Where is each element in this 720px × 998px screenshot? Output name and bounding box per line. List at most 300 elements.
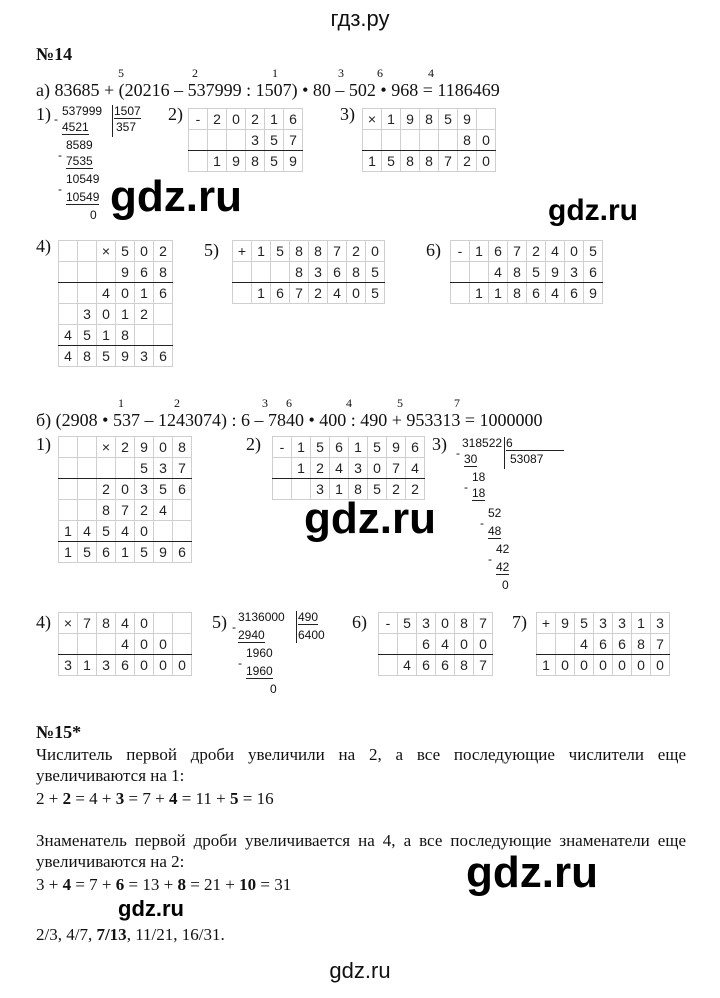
grid-cell: 5 <box>271 241 290 262</box>
grid-cell: 3 <box>59 655 78 676</box>
grid-cell: 5 <box>366 262 385 283</box>
grid-cell: 4 <box>436 634 455 655</box>
grid-cell: 1 <box>116 304 135 325</box>
grid-cell: 0 <box>368 458 387 479</box>
grid-cell: 7 <box>78 613 97 634</box>
grid-cell: 7 <box>328 241 347 262</box>
order-number: 2 <box>192 66 198 80</box>
grid-cell: 1 <box>382 109 401 130</box>
grid-cell: 6 <box>173 542 192 563</box>
grid-cell: 5 <box>382 151 401 172</box>
grid-row <box>537 634 670 655</box>
grid-cell <box>97 634 116 655</box>
grid-cell: 3 <box>154 458 173 479</box>
grid-row <box>233 283 385 304</box>
grid-cell: 5 <box>527 262 546 283</box>
grid-cell: 3 <box>135 346 154 367</box>
grid-cell: 6 <box>284 109 303 130</box>
grid-row <box>233 241 385 262</box>
grid-row <box>451 283 603 304</box>
grid-cell: 0 <box>227 109 246 130</box>
grid-cell: 6 <box>489 241 508 262</box>
grid-cell: 9 <box>546 262 565 283</box>
column-subtraction-a2 <box>188 108 303 172</box>
step-label: 4) <box>36 612 51 632</box>
division-line: 30 <box>464 452 478 466</box>
step-label: 5) <box>204 240 219 260</box>
grid-cell <box>439 130 458 151</box>
grid-cell: 8 <box>455 655 474 676</box>
grid-cell: 0 <box>135 241 154 262</box>
grid-row <box>189 151 303 172</box>
grid-cell: 2 <box>309 283 328 304</box>
grid-cell: 5 <box>368 479 387 500</box>
quotient: 357 <box>116 120 137 134</box>
grid-cell: 6 <box>154 283 173 304</box>
grid-cell: 7 <box>474 655 493 676</box>
grid-row <box>59 479 192 500</box>
grid-row <box>59 500 192 521</box>
grid-cell: 6 <box>154 346 173 367</box>
grid-cell: 8 <box>97 500 116 521</box>
column-subtraction-b2 <box>272 436 425 500</box>
grid-cell: 9 <box>584 283 603 304</box>
division-line: 10549 <box>66 172 100 186</box>
grid-cell: 1 <box>265 109 284 130</box>
grid-cell: 9 <box>227 151 246 172</box>
grid-cell: 2 <box>135 304 154 325</box>
grid-row <box>363 130 496 151</box>
grid-cell: 8 <box>290 241 309 262</box>
grid-cell <box>379 655 398 676</box>
grid-row <box>59 262 173 283</box>
grid-cell: 4 <box>116 521 135 542</box>
grid-cell: 8 <box>347 262 366 283</box>
grid-cell: + <box>537 613 556 634</box>
grid-cell: 7 <box>508 241 527 262</box>
grid-cell <box>451 262 470 283</box>
grid-cell: 0 <box>613 655 632 676</box>
grid-cell: + <box>233 241 252 262</box>
column-subtraction-a6 <box>450 240 603 304</box>
step-label: 5) <box>212 612 227 632</box>
grid-cell: 0 <box>455 634 474 655</box>
grid-row <box>59 655 192 676</box>
order-number: 4 <box>428 66 434 80</box>
order-number: 3 <box>338 66 344 80</box>
grid-cell <box>78 500 97 521</box>
grid-cell: 4 <box>406 458 425 479</box>
grid-cell: × <box>363 109 382 130</box>
grid-cell: 2 <box>154 241 173 262</box>
grid-cell <box>78 458 97 479</box>
grid-cell <box>173 500 192 521</box>
grid-cell: 0 <box>135 521 154 542</box>
grid-cell: 1 <box>135 283 154 304</box>
grid-cell <box>363 130 382 151</box>
grid-row <box>379 655 493 676</box>
grid-cell <box>173 634 192 655</box>
grid-cell: × <box>59 613 78 634</box>
grid-cell: 5 <box>398 613 417 634</box>
grid-cell <box>189 130 208 151</box>
grid-cell: 7 <box>439 151 458 172</box>
grid-row <box>363 151 496 172</box>
quotient: 53087 <box>510 452 544 466</box>
grid-cell: 6 <box>330 437 349 458</box>
watermark: gdz.ru <box>548 194 638 227</box>
grid-cell: 6 <box>436 655 455 676</box>
grid-cell: 0 <box>97 304 116 325</box>
step-label: 4) <box>36 236 51 256</box>
task-15-text-numerators: Числитель первой дроби увеличили на 2, а все последующие числители еще увеличиваются на 1: <box>36 745 686 785</box>
grid-cell: 9 <box>401 109 420 130</box>
grid-cell: 1 <box>470 283 489 304</box>
grid-cell: 4 <box>546 283 565 304</box>
column-addition-b7 <box>536 612 670 676</box>
grid-cell: 7 <box>116 500 135 521</box>
grid-cell <box>154 325 173 346</box>
grid-cell: 1 <box>116 542 135 563</box>
grid-cell: 8 <box>97 613 116 634</box>
grid-cell: 0 <box>651 655 670 676</box>
grid-cell: 9 <box>556 613 575 634</box>
grid-cell <box>59 304 78 325</box>
grid-cell: 4 <box>489 262 508 283</box>
grid-row <box>451 262 603 283</box>
grid-cell: 6 <box>594 634 613 655</box>
grid-cell: 1 <box>489 283 508 304</box>
grid-cell: 8 <box>78 346 97 367</box>
grid-cell <box>173 521 192 542</box>
grid-cell <box>59 479 78 500</box>
column-multiplication-a4 <box>58 240 173 367</box>
grid-cell: 9 <box>135 437 154 458</box>
grid-cell: 5 <box>366 283 385 304</box>
answer-sequence: 2/3, 4/7, 7/13, 11/21, 16/31. <box>36 925 225 944</box>
grid-cell <box>154 613 173 634</box>
grid-cell: 6 <box>97 542 116 563</box>
grid-cell: 4 <box>97 283 116 304</box>
grid-cell: 9 <box>284 151 303 172</box>
step-label: 6) <box>352 612 367 632</box>
grid-row <box>59 304 173 325</box>
grid-cell: 4 <box>546 241 565 262</box>
grid-cell <box>273 458 292 479</box>
grid-cell <box>227 130 246 151</box>
quotient: 6400 <box>298 628 325 642</box>
grid-cell: 2 <box>458 151 477 172</box>
grid-cell: 3 <box>613 613 632 634</box>
watermark: gdz.ru <box>466 848 598 897</box>
grid-cell: 3 <box>594 613 613 634</box>
grid-cell <box>382 130 401 151</box>
grid-cell <box>451 283 470 304</box>
grid-cell: 6 <box>406 437 425 458</box>
grid-cell: 1 <box>537 655 556 676</box>
division-line: 1960 <box>246 646 273 660</box>
grid-cell <box>252 262 271 283</box>
grid-cell: 1 <box>330 479 349 500</box>
order-number: 5 <box>118 66 124 80</box>
grid-cell: 3 <box>97 655 116 676</box>
grid-cell: 5 <box>311 437 330 458</box>
division-line: 8589 <box>66 138 93 152</box>
grid-cell: 1 <box>292 437 311 458</box>
grid-cell: 7 <box>173 458 192 479</box>
grid-cell: 4 <box>398 655 417 676</box>
division-line: 52 <box>488 506 502 520</box>
grid-cell: 1 <box>208 151 227 172</box>
grid-cell: 6 <box>173 479 192 500</box>
grid-cell: 0 <box>116 479 135 500</box>
grid-cell <box>59 500 78 521</box>
step-label: 7) <box>512 612 527 632</box>
grid-row <box>59 325 173 346</box>
grid-cell: 1 <box>59 542 78 563</box>
grid-cell <box>537 634 556 655</box>
grid-cell: 3 <box>246 130 265 151</box>
grid-cell: 3 <box>309 262 328 283</box>
grid-cell: 1 <box>292 458 311 479</box>
step-label: 3) <box>432 434 447 454</box>
grid-cell: 0 <box>565 241 584 262</box>
grid-cell: 6 <box>527 283 546 304</box>
grid-cell: 0 <box>632 655 651 676</box>
grid-cell: 7 <box>290 283 309 304</box>
step-label: 6) <box>426 240 441 260</box>
grid-cell: 0 <box>436 613 455 634</box>
grid-row <box>59 346 173 367</box>
grid-cell <box>78 634 97 655</box>
grid-cell: 0 <box>116 283 135 304</box>
grid-row <box>451 241 603 262</box>
grid-row <box>59 437 192 458</box>
column-multiplication-b1 <box>58 436 192 563</box>
grid-cell: 2 <box>116 437 135 458</box>
grid-row <box>537 655 670 676</box>
grid-cell: 9 <box>387 437 406 458</box>
order-number: 6 <box>377 66 383 80</box>
grid-cell: 0 <box>154 655 173 676</box>
expression-a: а) 83685 + (20216 – 537999 : 1507) • 80 – 502 • 968 = 1186469 <box>36 80 500 100</box>
grid-cell: 6 <box>584 262 603 283</box>
grid-cell: 8 <box>508 262 527 283</box>
grid-cell <box>233 283 252 304</box>
grid-row <box>59 634 192 655</box>
grid-cell: 5 <box>116 241 135 262</box>
grid-cell: 8 <box>508 283 527 304</box>
grid-cell: 2 <box>527 241 546 262</box>
grid-cell: 5 <box>78 325 97 346</box>
grid-cell: 0 <box>347 283 366 304</box>
grid-cell <box>59 634 78 655</box>
divisor: 1507 <box>114 104 141 118</box>
division-line: 0 <box>90 208 97 222</box>
grid-cell: 2 <box>97 479 116 500</box>
division-line: 0 <box>502 578 509 592</box>
grid-cell: 8 <box>349 479 368 500</box>
grid-cell: 7 <box>651 634 670 655</box>
grid-cell: 0 <box>135 634 154 655</box>
grid-cell: 5 <box>439 109 458 130</box>
grid-cell <box>59 283 78 304</box>
division-line: 1960 <box>246 664 273 678</box>
grid-cell: 0 <box>154 634 173 655</box>
grid-cell: 6 <box>613 634 632 655</box>
division-line: 4521 <box>62 120 89 134</box>
grid-cell <box>477 109 496 130</box>
step-label: 1) <box>36 434 51 454</box>
grid-cell <box>78 479 97 500</box>
grid-cell: 6 <box>328 262 347 283</box>
grid-row <box>59 241 173 262</box>
grid-cell: 9 <box>116 262 135 283</box>
grid-cell: 0 <box>594 655 613 676</box>
task-15-text-denominators: Знаменатель первой дроби увеличивается на 4, а все последующие знаменатели еще увеличиваются на 2: <box>36 831 686 871</box>
grid-row <box>537 613 670 634</box>
grid-row <box>59 521 192 542</box>
grid-cell <box>59 437 78 458</box>
grid-cell <box>271 262 290 283</box>
grid-cell: 2 <box>347 241 366 262</box>
grid-cell <box>78 262 97 283</box>
grid-cell: 0 <box>474 634 493 655</box>
grid-cell: 0 <box>556 655 575 676</box>
long-division-a1: 537999 1507 357 - 4521 8589 - 7535 10549 - 10549 0 <box>54 104 141 222</box>
grid-cell: 4 <box>116 634 135 655</box>
grid-cell: 8 <box>401 151 420 172</box>
grid-row <box>59 542 192 563</box>
division-line: 10549 <box>66 190 100 204</box>
task-15-title: №15* <box>36 722 82 742</box>
grid-row <box>189 130 303 151</box>
grid-cell: 1 <box>632 613 651 634</box>
grid-cell: 9 <box>154 542 173 563</box>
order-number: 6 <box>286 396 292 410</box>
grid-row <box>233 262 385 283</box>
grid-cell: - <box>379 613 398 634</box>
grid-cell: 6 <box>116 655 135 676</box>
grid-cell: 2 <box>311 458 330 479</box>
grid-cell: 9 <box>116 346 135 367</box>
grid-cell: 1 <box>252 241 271 262</box>
grid-cell: 6 <box>565 283 584 304</box>
grid-cell: 2 <box>387 479 406 500</box>
grid-cell: 8 <box>173 437 192 458</box>
order-number: 3 <box>262 396 268 410</box>
division-line: 18 <box>472 486 486 500</box>
grid-cell: 3 <box>417 613 436 634</box>
expression-b: б) (2908 • 537 – 1243074) : 6 – 7840 • 400 : 490 + 953313 = 1000000 <box>36 410 543 430</box>
division-line: 42 <box>496 560 510 574</box>
grid-cell: 8 <box>309 241 328 262</box>
division-line: 2940 <box>238 628 265 642</box>
grid-cell: - <box>273 437 292 458</box>
grid-cell <box>379 634 398 655</box>
grid-cell: × <box>97 241 116 262</box>
grid-cell <box>154 304 173 325</box>
grid-cell: 3 <box>349 458 368 479</box>
grid-cell <box>135 325 154 346</box>
order-number: 1 <box>118 396 124 410</box>
grid-row <box>59 283 173 304</box>
grid-row <box>189 109 303 130</box>
watermark: gdz.ru <box>110 172 242 221</box>
step-label: 2) <box>246 434 261 454</box>
site-footer: gdz.ru <box>329 958 391 983</box>
grid-cell: 5 <box>154 479 173 500</box>
grid-cell: - <box>451 241 470 262</box>
grid-cell: 0 <box>173 655 192 676</box>
watermark: gdz.ru <box>118 896 184 921</box>
grid-cell <box>401 130 420 151</box>
division-line: 0 <box>270 682 277 696</box>
grid-cell: 1 <box>349 437 368 458</box>
grid-cell: 3 <box>135 479 154 500</box>
grid-cell: 8 <box>455 613 474 634</box>
grid-cell: 8 <box>246 151 265 172</box>
grid-cell: 2 <box>406 479 425 500</box>
grid-cell: 7 <box>284 130 303 151</box>
grid-cell: 3 <box>565 262 584 283</box>
grid-cell: 1 <box>363 151 382 172</box>
grid-cell: - <box>189 109 208 130</box>
step-label: 1) <box>36 104 51 124</box>
grid-row <box>379 634 493 655</box>
grid-cell: 8 <box>458 130 477 151</box>
step-label: 3) <box>340 104 355 124</box>
grid-cell: 6 <box>417 634 436 655</box>
grid-cell <box>59 241 78 262</box>
grid-cell: 5 <box>265 130 284 151</box>
grid-cell: 5 <box>135 542 154 563</box>
grid-row <box>273 437 425 458</box>
order-number: 7 <box>454 396 460 410</box>
grid-cell: × <box>97 437 116 458</box>
dividend: 318522 <box>462 436 503 450</box>
grid-cell: 1 <box>59 521 78 542</box>
grid-cell: 0 <box>575 655 594 676</box>
grid-cell: 3 <box>78 304 97 325</box>
column-multiplication-b4 <box>58 612 192 676</box>
grid-cell: 4 <box>575 634 594 655</box>
grid-row <box>59 458 192 479</box>
grid-cell: 8 <box>290 262 309 283</box>
divisor: 6 <box>506 436 564 451</box>
grid-cell: 4 <box>154 500 173 521</box>
order-number: 2 <box>174 396 180 410</box>
division-line: 18 <box>472 470 486 484</box>
column-addition-a5 <box>232 240 385 304</box>
grid-cell: 5 <box>575 613 594 634</box>
grid-cell: 0 <box>477 130 496 151</box>
divisor: 490 <box>298 610 319 624</box>
grid-cell <box>59 262 78 283</box>
grid-cell: 0 <box>154 437 173 458</box>
grid-cell: 8 <box>420 151 439 172</box>
grid-cell <box>116 458 135 479</box>
grid-row <box>363 109 496 130</box>
grid-cell: 4 <box>116 613 135 634</box>
order-number: 1 <box>272 66 278 80</box>
grid-cell: 6 <box>135 262 154 283</box>
grid-cell: 0 <box>135 613 154 634</box>
grid-cell: 1 <box>252 283 271 304</box>
grid-cell: 5 <box>135 458 154 479</box>
grid-cell: 4 <box>78 521 97 542</box>
grid-cell <box>208 130 227 151</box>
